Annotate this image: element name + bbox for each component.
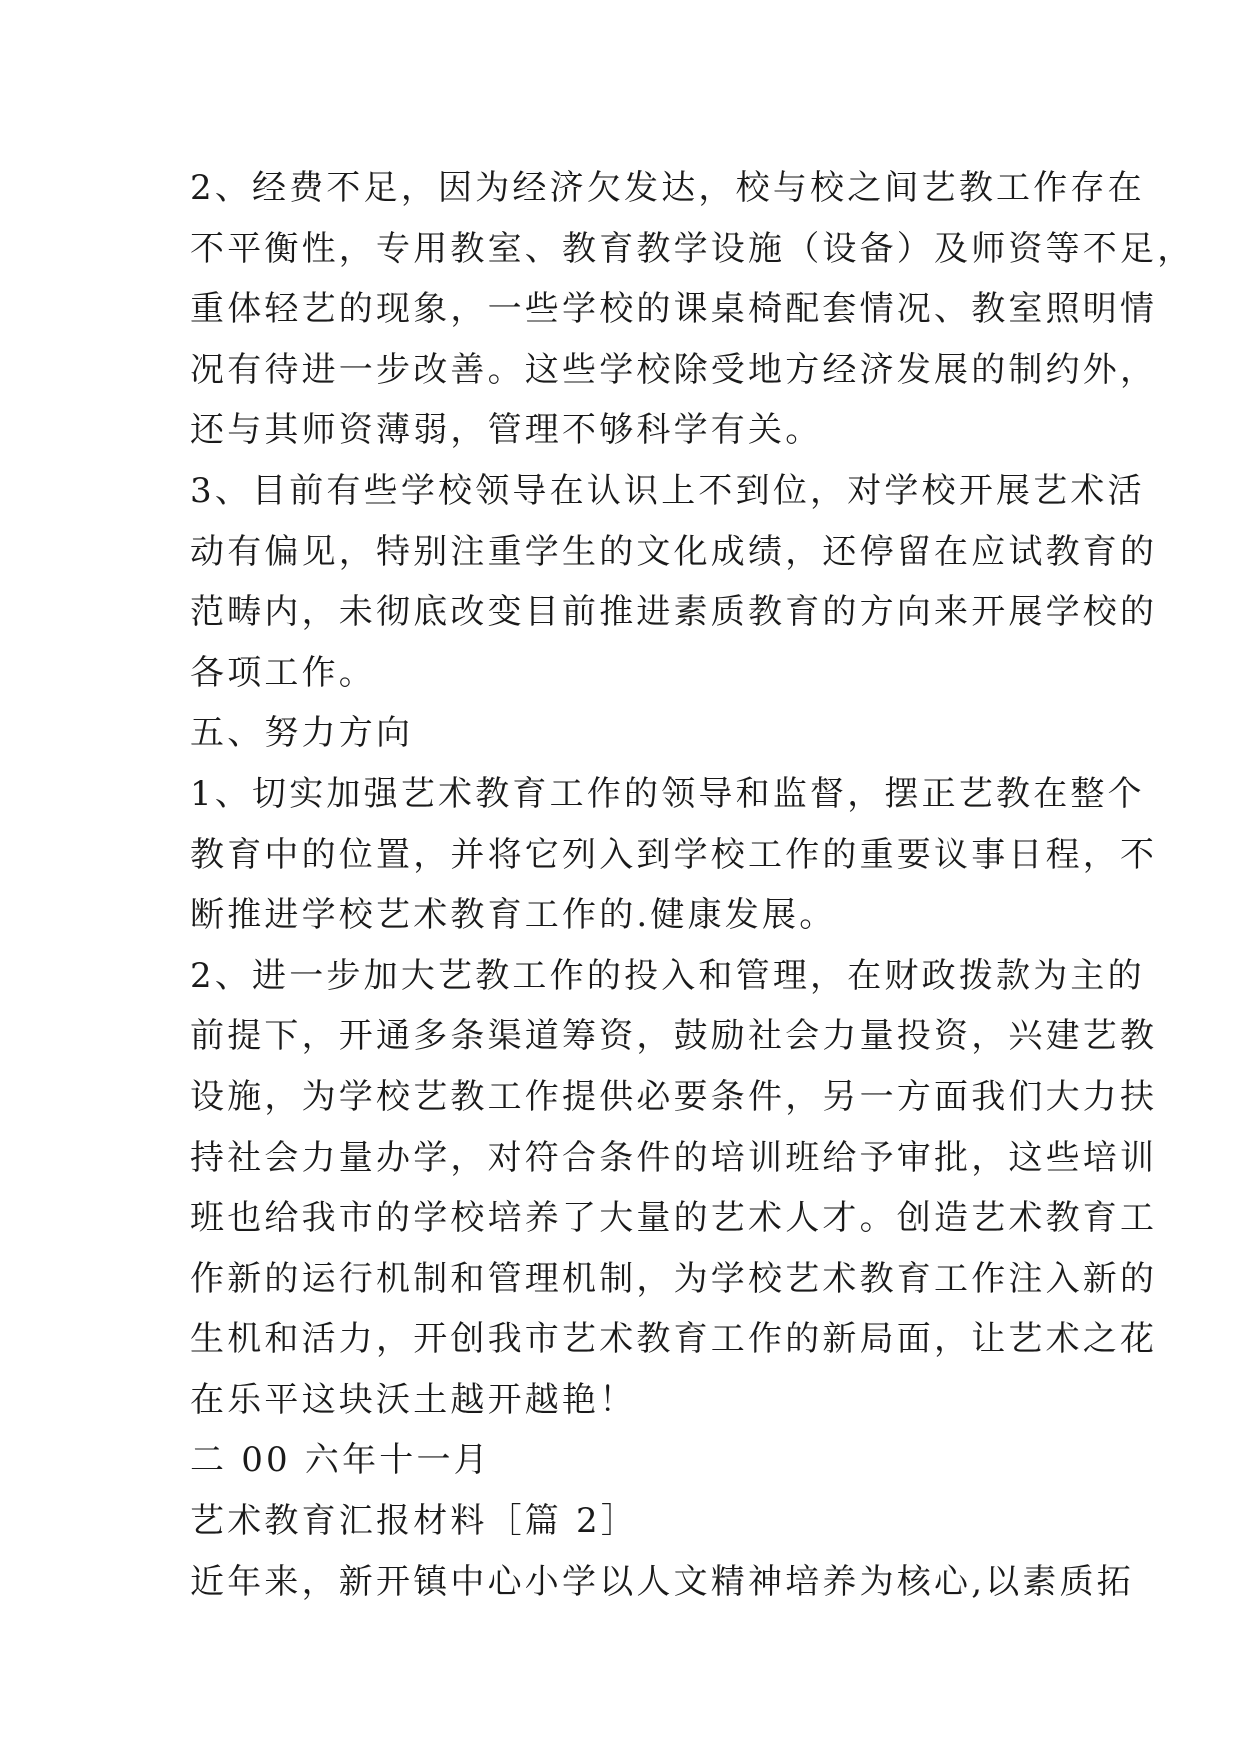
text-line: 作新的运行机制和管理机制，为学校艺术教育工作注入新的: [190, 1258, 1158, 1299]
text-line: 近年来，新开镇中心小学以人文精神培养为核心,以素质拓: [190, 1561, 1135, 1602]
text-line: 各项工作。: [190, 652, 376, 693]
text-line: 还与其师资薄弱，管理不够科学有关。: [190, 410, 823, 451]
text-line: 断推进学校艺术教育工作的.健康发展。: [190, 895, 837, 936]
text-line: 况有待进一步改善。这些学校除受地方经济发展的制约外，: [190, 349, 1158, 390]
text-line: 持社会力量办学，对符合条件的培训班给予审批，这些培训: [190, 1137, 1158, 1178]
text-line: 范畴内，未彻底改变目前推进素质教育的方向来开展学校的: [190, 592, 1158, 633]
text-line: 前提下，开通多条渠道筹资，鼓励社会力量投资，兴建艺教: [190, 1016, 1158, 1057]
text-line: 2、进一步加大艺教工作的投入和管理，在财政拨款为主的: [190, 955, 1145, 996]
text-line: 不平衡性，专用教室、教育教学设施（设备）及师资等不足，: [190, 228, 1195, 269]
date-line: 二 00 六年十一月: [190, 1440, 491, 1481]
text-line: 3、目前有些学校领导在认识上不到位，对学校开展艺术活: [190, 470, 1145, 511]
text-line: 设施，为学校艺教工作提供必要条件，另一方面我们大力扶: [190, 1076, 1158, 1117]
text-line: 在乐平这块沃土越开越艳！: [190, 1379, 637, 1420]
body-text: [190, 158, 1195, 1612]
text-line: 班也给我市的学校培养了大量的艺术人才。创造艺术教育工: [190, 1198, 1158, 1239]
text-line: 重体轻艺的现象，一些学校的课桌椅配套情况、教室照明情: [190, 289, 1158, 330]
text-line: 教育中的位置，并将它列入到学校工作的重要议事日程，不: [190, 834, 1158, 875]
text-line: 生机和活力，开创我市艺术教育工作的新局面，让艺术之花: [190, 1319, 1158, 1360]
section-heading: 五、努力方向: [190, 713, 414, 754]
article-title: 艺术教育汇报材料［篇 2］: [190, 1501, 639, 1542]
text-line: 1、切实加强艺术教育工作的领导和监督，摆正艺教在整个: [190, 773, 1145, 814]
text-line: 2、经费不足，因为经济欠发达，校与校之间艺教工作存在: [190, 168, 1145, 208]
text-line: 动有偏见，特别注重学生的文化成绩，还停留在应试教育的: [190, 531, 1158, 572]
